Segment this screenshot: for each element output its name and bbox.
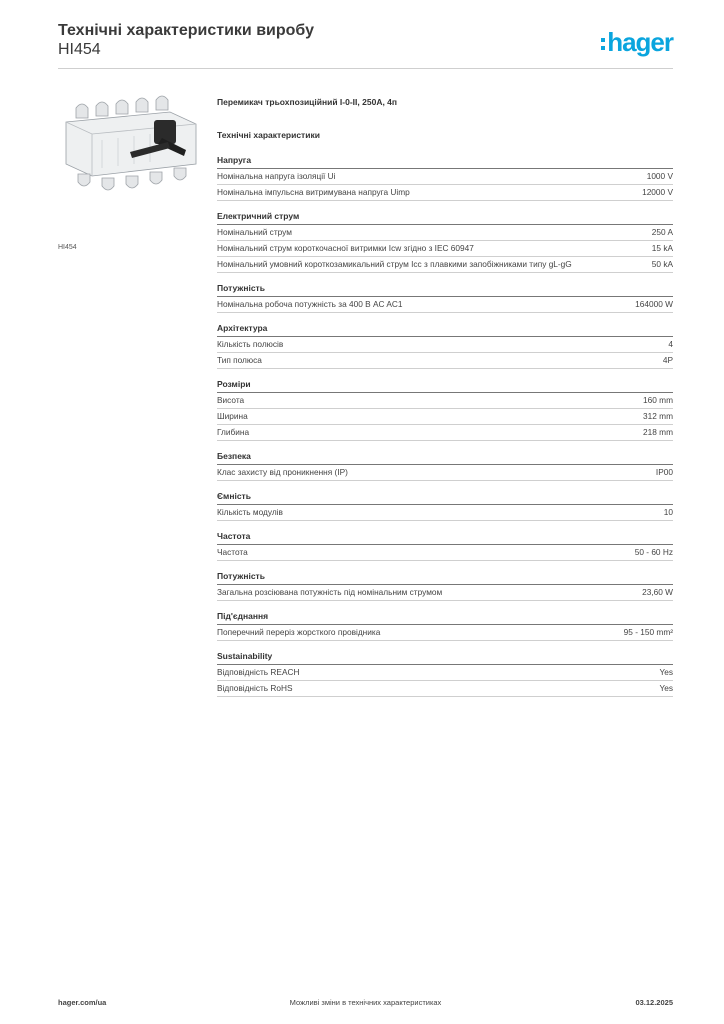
spec-value: 23,60 W: [642, 587, 673, 597]
spec-row: [217, 545, 673, 561]
spec-value: 218 mm: [643, 427, 673, 437]
spec-group: [217, 155, 673, 201]
product-image-caption: HI454: [58, 244, 77, 251]
spec-value: 12000 V: [642, 187, 673, 197]
spec-label: Глибина: [217, 427, 250, 437]
spec-value: 160 mm: [643, 395, 673, 405]
spec-group-title: Під'єднання: [217, 611, 673, 625]
spec-label: Частота: [217, 547, 248, 557]
spec-label: Висота: [217, 395, 245, 405]
spec-row: [217, 425, 673, 441]
spec-row: [217, 297, 673, 313]
spec-group-title: Електричний струм: [217, 211, 673, 225]
spec-group-title: Напруга: [217, 155, 673, 169]
spec-value: Yes: [659, 683, 673, 693]
spec-label: Ширина: [217, 411, 248, 421]
spec-label: Номінальний струм короткочасної витримки Icw згідно з IEC 60947: [217, 243, 474, 253]
spec-group-title: Розміри: [217, 379, 673, 393]
spec-group: [217, 211, 673, 273]
spec-row: [217, 169, 673, 185]
spec-group-title: Безпека: [217, 451, 673, 465]
footer-date: 03.12.2025: [635, 998, 673, 1007]
spec-label: Номінальний струм: [217, 227, 292, 237]
spec-group-title: Архітектура: [217, 323, 673, 337]
spec-group: [217, 451, 673, 481]
spec-group: [217, 491, 673, 521]
spec-value: 4P: [662, 355, 673, 365]
spec-label: Номінальна робоча потужність за 400 В AC AC1: [217, 299, 403, 309]
spec-row: [217, 257, 673, 273]
spec-value: 50 kA: [651, 259, 673, 269]
spec-group: [217, 531, 673, 561]
spec-group: [217, 283, 673, 313]
spec-label: Загальна розсіювана потужність під номінальним струмом: [217, 587, 443, 597]
spec-group-title: Частота: [217, 531, 673, 545]
spec-row: [217, 625, 673, 641]
spec-value: 50 - 60 Hz: [634, 547, 673, 557]
logo-dots-icon: [601, 38, 605, 50]
specs-heading: Технічні характеристики: [217, 130, 320, 140]
spec-value: 15 kA: [651, 243, 673, 253]
spec-group: [217, 611, 673, 641]
product-name: Перемикач трьохпозиційний I-0-II, 250A, 4п: [217, 97, 398, 107]
spec-row: [217, 393, 673, 409]
spec-label: Номінальна напруга ізоляції Ui: [217, 171, 336, 181]
spec-group: [217, 379, 673, 441]
spec-value: 312 mm: [643, 411, 673, 421]
spec-value: 95 - 150 mm²: [623, 627, 673, 637]
spec-label: Номінальна імпульсна витримувана напруга Uimp: [217, 187, 410, 197]
spec-value: 164000 W: [635, 299, 673, 309]
page-footer: [58, 998, 673, 1010]
spec-group: [217, 651, 673, 697]
spec-group-title: Ємність: [217, 491, 673, 505]
spec-row: [217, 665, 673, 681]
spec-row: [217, 585, 673, 601]
spec-row: [217, 409, 673, 425]
spec-label: Кількість модулів: [217, 507, 283, 517]
spec-value: 4: [668, 339, 673, 349]
spec-group-title: Потужність: [217, 571, 673, 585]
spec-row: [217, 337, 673, 353]
footer-website: hager.com/ua: [58, 998, 107, 1007]
spec-row: [217, 353, 673, 369]
hager-logo: [601, 28, 673, 56]
spec-group: [217, 571, 673, 601]
spec-group-title: Sustainability: [217, 651, 673, 665]
spec-label: Номінальний умовний короткозамикальний струм Icc з плавкими запобіжниками типу gL-gG: [217, 259, 572, 269]
spec-value: IP00: [655, 467, 673, 477]
spec-value: 1000 V: [646, 171, 673, 181]
page-title: Технічні характеристики виробу: [58, 22, 314, 39]
spec-label: Відповідність REACH: [217, 667, 300, 677]
spec-group: [217, 323, 673, 369]
spec-value: Yes: [659, 667, 673, 677]
spec-value: 250 A: [651, 227, 673, 237]
product-photo: [58, 94, 204, 202]
spec-row: [217, 185, 673, 201]
spec-row: [217, 505, 673, 521]
spec-row: [217, 681, 673, 697]
spec-value: 10: [663, 507, 673, 517]
spec-row: [217, 241, 673, 257]
header-divider: [58, 68, 673, 69]
spec-group-title: Потужність: [217, 283, 673, 297]
spec-row: [217, 225, 673, 241]
footer-note: Можливі зміни в технічних характеристиках: [289, 998, 442, 1007]
spec-row: [217, 465, 673, 481]
logo-text: hager: [607, 27, 673, 57]
spec-label: Кількість полюсів: [217, 339, 284, 349]
product-code: HI454: [58, 41, 101, 58]
page-header: [58, 22, 673, 70]
spec-label: Тип полюса: [217, 355, 262, 365]
spec-label: Поперечний переріз жорсткого провідника: [217, 627, 381, 637]
spec-label: Відповідність RoHS: [217, 683, 293, 693]
spec-label: Клас захисту від проникнення (IP): [217, 467, 348, 477]
specs-content: [217, 96, 673, 707]
